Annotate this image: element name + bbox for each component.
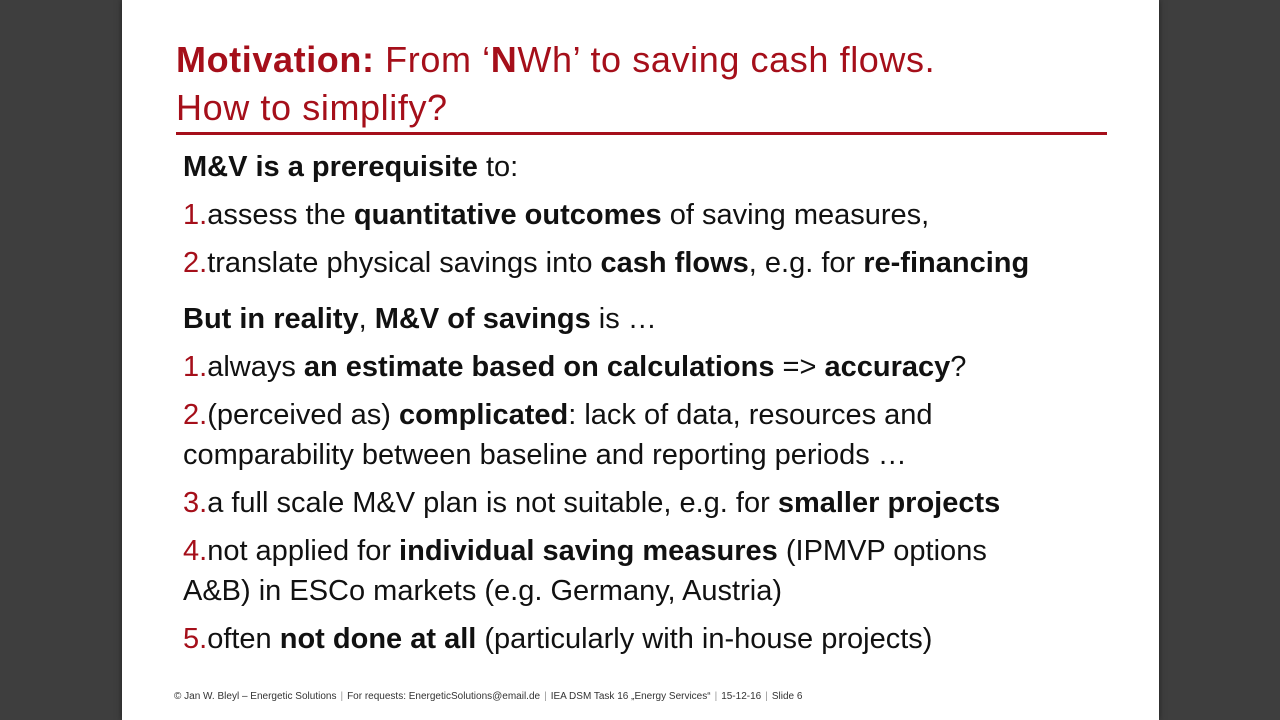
item-number: 3. [183, 487, 208, 519]
section2-item-3 [183, 483, 1133, 523]
title-part-1: From ‘ [374, 39, 491, 80]
section2-item-4 [183, 531, 1133, 611]
title-line-1 [176, 36, 1136, 84]
item-emphasis: quantitative outcomes [353, 199, 662, 231]
list-item [183, 531, 1133, 571]
section2-lead-mid: , [358, 303, 375, 335]
footer-separator: | [714, 691, 718, 702]
footer-separator: | [340, 691, 344, 702]
section2-item-1 [183, 347, 1133, 387]
item-text: of saving measures, [661, 199, 930, 231]
section2-item-5 [183, 619, 1133, 659]
footer-author: © Jan W. Bleyl – Energetic Solutions [174, 691, 337, 702]
title-n: N [490, 39, 518, 80]
item-number: 4. [183, 535, 208, 567]
footer-requests: For requests: EnergeticSolutions@email.de [347, 691, 541, 702]
item-text: (IPMVP options [777, 535, 987, 567]
title-bold-prefix: Motivation: [176, 39, 375, 80]
list-item [183, 243, 1133, 283]
item-emphasis: not done at all [279, 623, 477, 655]
item-text: often [207, 623, 280, 655]
item-text: always [207, 351, 304, 383]
item-text: => [774, 351, 825, 383]
section1 [183, 147, 1133, 187]
item-text: (particularly with in-house projects) [476, 623, 933, 655]
footer-date: 15-12-16 [721, 691, 762, 702]
item-text: assess the [207, 199, 354, 231]
item-emphasis: individual saving measures [399, 535, 778, 567]
item-emphasis: cash flows [600, 247, 749, 279]
item-text: a full scale M&V plan is not suitable, e.g. for [207, 487, 778, 519]
item-emphasis: an estimate based on calculations [303, 351, 775, 383]
title-divider [176, 132, 1107, 135]
list-item-continuation: A&B) in ESCo markets (e.g. Germany, Austria) [183, 575, 782, 607]
footer-separator: | [765, 691, 768, 702]
item-emphasis: complicated [399, 399, 569, 431]
item-emphasis: re-financing [863, 247, 1030, 279]
item-text: ? [950, 351, 967, 383]
slide-footer [174, 690, 1074, 704]
slide-title [176, 36, 1136, 132]
footer-separator: | [544, 691, 547, 702]
title-part-2: Wh’ to saving cash flows. [517, 39, 936, 80]
section1-lead-rest: to: [477, 151, 519, 183]
slide-body [183, 147, 1133, 667]
item-number: 1. [183, 199, 208, 231]
list-item [183, 483, 1133, 523]
section1-item-2 [183, 243, 1133, 283]
list-item-continuation: comparability between baseline and reporting periods … [183, 439, 907, 471]
section2-lead-rest: is … [590, 303, 657, 335]
item-number: 1. [183, 351, 208, 383]
item-emphasis: accuracy [824, 351, 951, 383]
item-text: : lack of data, resources and [568, 399, 933, 431]
item-number: 2. [183, 399, 208, 431]
item-number: 2. [183, 247, 208, 279]
item-text: , e.g. for [748, 247, 864, 279]
section2-lead-bold-1: But in reality [183, 303, 359, 335]
list-item [183, 347, 1133, 387]
list-item [183, 395, 1133, 435]
section2 [183, 299, 1133, 339]
section1-lead-bold: M&V is a prerequisite [183, 151, 478, 183]
item-text: translate physical savings into [207, 247, 601, 279]
list-item [183, 195, 1133, 235]
section1-lead [183, 147, 1133, 187]
slide [122, 0, 1159, 720]
list-item [183, 619, 1133, 659]
item-text: (perceived as) [207, 399, 399, 431]
section2-lead-bold-2: M&V of savings [374, 303, 591, 335]
section1-item-1 [183, 195, 1133, 235]
item-text: not applied for [207, 535, 400, 567]
title-line-2: How to simplify? [176, 87, 448, 128]
item-number: 5. [183, 623, 208, 655]
item-emphasis: smaller projects [777, 487, 1001, 519]
section2-item-2 [183, 395, 1133, 475]
section2-lead [183, 299, 1133, 339]
footer-slide-number: Slide 6 [771, 691, 803, 702]
footer-task: IEA DSM Task 16 „Energy Services“ [550, 691, 711, 702]
